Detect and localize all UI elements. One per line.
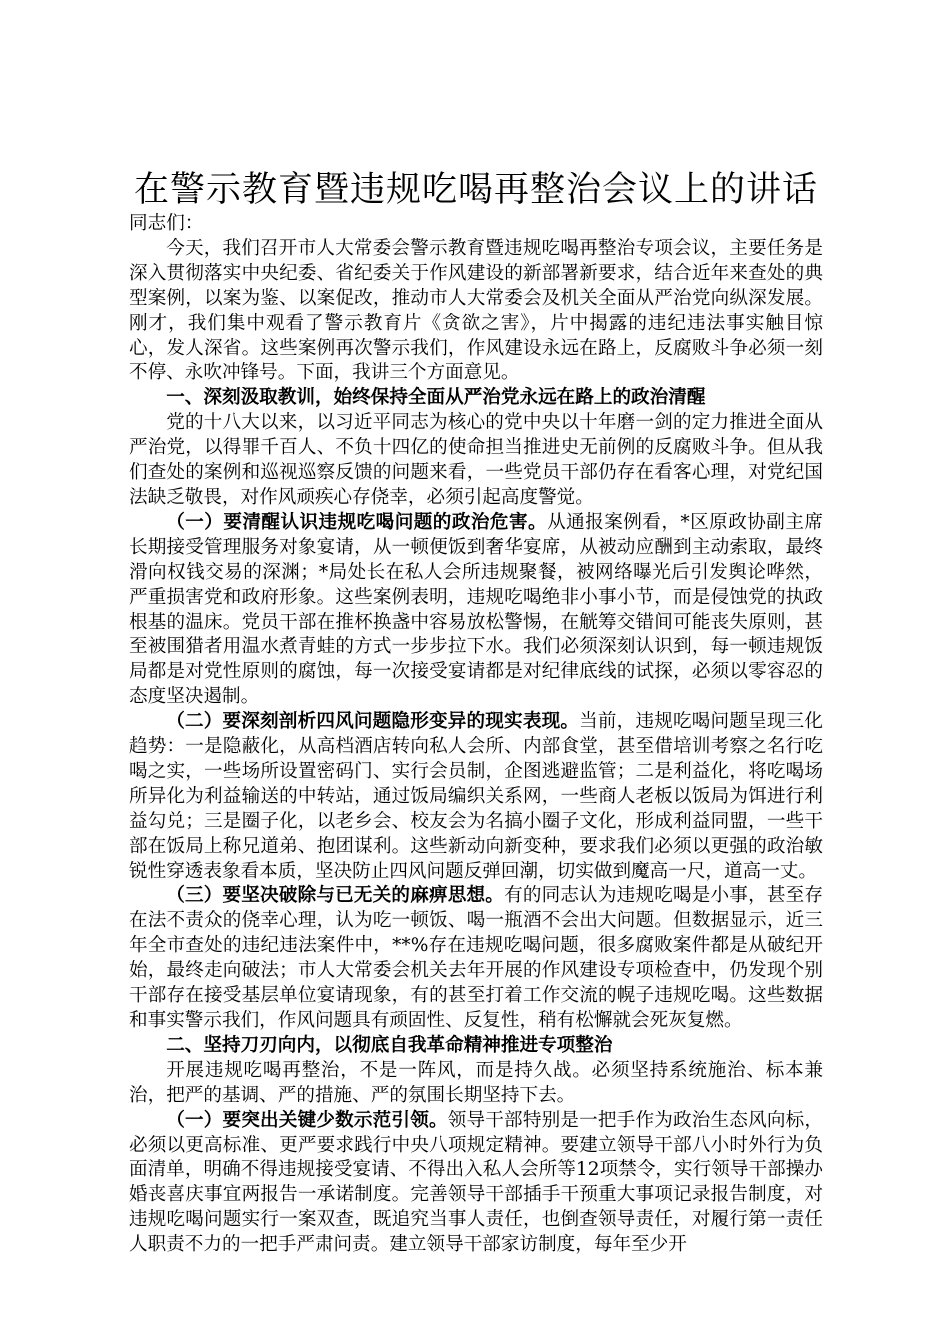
section1-item3-body: 有的同志认为违规吃喝是小事，甚至存在法不责众的侥幸心理，认为吃一顿饭、喝一瓶酒不会出大问题。但数据显示，近三年全市查处的违纪违法案件中，**%存在违规吃喝问题，很多腐败案件都是从破纪开始，最终走向破法；市人大常委会机关去年开展的作风建设专项检查中，仍发现个别干部存在接受基层单位宴请现象，有的甚至打着工作交流的幌子违规吃喝。这些数据和事实警示我们，作风问题具有顽固性、反复性，稍有松懈就会死灰复燃。 — [129, 885, 823, 1031]
section2-item1 — [129, 1109, 823, 1258]
section1-item1-body: 从通报案例看，*区原政协副主席长期接受管理服务对象宴请，从一顿便饭到奢华宴席，从被动应酬到主动索取，最终滑向权钱交易的深渊；*局处长在私人会所违规聚餐，被网络曝光后引发舆论哗然，严重损害党和政府形象。这些案例表明，违规吃喝绝非小事小节，而是侵蚀党的执政根基的温床。党员干部在推杯换盏中容易放松警惕，在觥筹交错间可能丧失原则，甚至被围猎者用温水煮青蛙的方式一步步拉下水。我们必须深刻认识到，每一顿违规饭局都是对党性原则的腐蚀，每一次接受宴请都是对纪律底线的试探，必须以零容忍的态度坚决遏制。 — [129, 511, 823, 708]
section2-heading: 二、坚持刀刃向内，以彻底自我革命精神推进专项整治 — [166, 1034, 613, 1056]
section1-item1-lead: （一）要清醒认识违规吃喝问题的政治危害。 — [166, 511, 548, 533]
section2-item1-lead: （一）要突出关键少数示范引领。 — [166, 1109, 448, 1131]
section2-item1-body: 领导干部特别是一把手作为政治生态风向标，必须以更高标准、更严要求践行中央八项规定精神。要建立领导干部八小时外行为负面清单，明确不得违规接受宴请、不得出入私人会所等12项禁令，实行领导干部操办婚丧喜庆事宜两报告一承诺制度。完善领导干部插手干预重大事项记录报告制度，对违规吃喝问题实行一案双查，既追究当事人责任，也倒查领导责任，对履行第一责任人职责不力的一把手严肃问责。建立领导干部家访制度，每年至少开 — [129, 1109, 823, 1256]
section1-item2-body: 当前，违规吃喝问题呈现三化趋势：一是隐蔽化，从高档酒店转向私人会所、内部食堂，甚至借培训考察之名行吃喝之实，一些场所设置密码门、实行会员制，企图逃避监管；二是利益化，将吃喝场所异化为利益输送的中转站，通过饭局编织关系网，一些商人老板以饭局为饵进行利益勾兑；三是圈子化，以老乡会、校友会为名搞小圈子文化，形成利益同盟，一些干部在饭局上称兄道弟、抱团谋利。这些新动向新变种，要求我们必须以更强的政治敏锐性穿透表象看本质，坚决防止四风问题反弹回潮，切实做到魔高一尺，道高一丈。 — [129, 711, 823, 882]
section1-item1 — [129, 511, 823, 710]
section1-item2-lead: （二）要深刻剖析四风问题隐形变异的现实表现。 — [166, 711, 580, 733]
section1-item3-lead: （三）要坚决破除与已无关的麻痹思想。 — [166, 885, 505, 907]
intro-paragraph: 今天，我们召开市人大常委会警示教育暨违规吃喝再整治专项会议，主要任务是深入贯彻落实中央纪委、省纪委关于作风建设的新部署新要求，结合近年来查处的典型案例，以案为鉴、以案促改，推动市人大常委会及机关全面从严治党向纵深发展。刚才，我们集中观看了警示教育片《贪欲之害》，片中揭露的违纪违法事实触目惊心，发人深省。这些案例再次警示我们，作风建设永远在路上，反腐败斗争必须一刻不停、永吹冲锋号。下面，我讲三个方面意见。 — [129, 237, 823, 384]
section1-body: 党的十八大以来，以习近平同志为核心的党中央以十年磨一剑的定力推进全面从严治党，以得罪千百人、不负十四亿的使命担当推进史无前例的反腐败斗争。但从我们查处的案例和巡视巡察反馈的问题来看，一些党员干部仍存在看客心理，对党纪国法缺乏敬畏，对作风顽疾心存侥幸，必须引起高度警觉。 — [129, 412, 823, 508]
section1-item2 — [129, 710, 823, 884]
document-page — [129, 168, 823, 1258]
document-title: 在警示教育暨违规吃喝再整治会议上的讲话 — [133, 170, 818, 210]
salutation: 同志们： — [129, 213, 204, 234]
section2-body: 开展违规吃喝再整治，不是一阵风，而是持久战。必须坚持系统施治、标本兼治，把严的基调、严的措施、严的氛围长期坚持下去。 — [129, 1059, 823, 1106]
section1-heading: 一、深刻汲取教训，始终保持全面从严治党永远在路上的政治清醒 — [166, 387, 706, 409]
section1-item3 — [129, 884, 823, 1033]
